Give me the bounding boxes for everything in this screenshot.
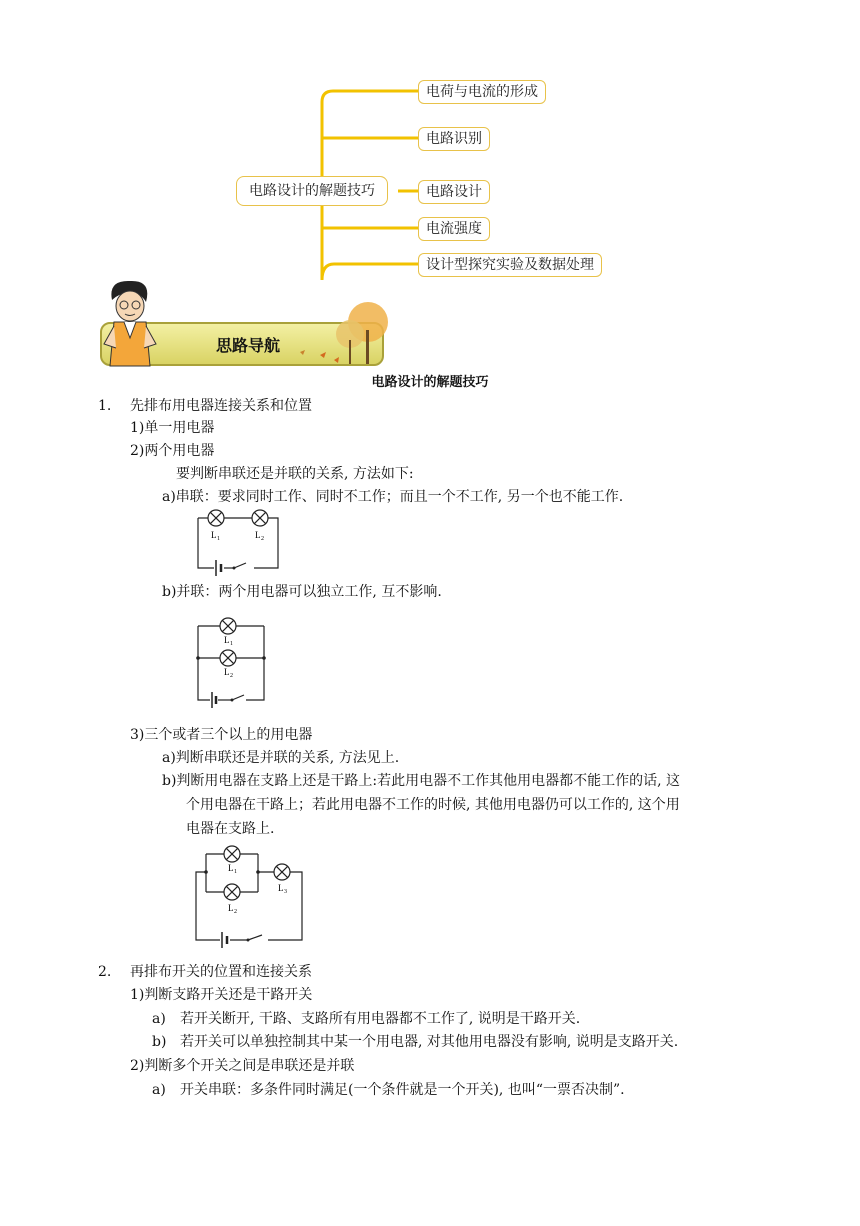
item-1-number: 1.	[98, 398, 112, 414]
item-1-3-a: a)判断串联还是并联的关系, 方法见上.	[162, 750, 400, 766]
item-2-1-b-text: 若开关可以单独控制其中某一个用电器, 对其他用电器没有影响, 说明是支路开关.	[180, 1034, 679, 1050]
mindmap-branch: 电荷与电流的形成	[418, 80, 546, 104]
item-2-1-a-marker: a)	[152, 1011, 166, 1027]
mixed-circuit-diagram	[190, 838, 320, 948]
parallel-circuit-diagram	[194, 612, 284, 712]
series-circuit-diagram	[194, 508, 314, 578]
lamp-label-L3: L	[278, 883, 284, 893]
section-title: 电路设计的解题技巧	[371, 375, 489, 390]
item-1-text: 先排布用电器连接关系和位置	[130, 398, 312, 414]
item-2-2-a-text: 开关串联：多条件同时满足(一个条件就是一个开关), 也叫“一票否决制”.	[180, 1082, 625, 1098]
item-2-2: 2)判断多个开关之间是串联还是并联	[130, 1058, 355, 1074]
lamp-label-L2: L	[228, 903, 234, 913]
item-2-number: 2.	[98, 964, 112, 980]
lamp-label-L1: L	[211, 530, 217, 540]
lamp-label-L2-sub: 2	[230, 673, 233, 679]
item-1-3: 3)三个或者三个以上的用电器	[130, 727, 313, 743]
cartoon-boy-illustration	[100, 278, 160, 368]
lamp-label-L1-sub: 1	[230, 641, 233, 647]
item-1-3-b-line3: 电器在支路上.	[186, 821, 275, 837]
item-2-1-b-marker: b)	[152, 1034, 167, 1050]
lamp-label-L2: L	[255, 530, 261, 540]
item-1-2-b: b)并联：两个用电器可以独立工作, 互不影响.	[162, 584, 442, 600]
lamp-label-L2-sub: 2	[234, 909, 237, 915]
item-2-1: 1)判断支路开关还是干路开关	[130, 987, 313, 1003]
lamp-label-L1: L	[228, 863, 234, 873]
item-2-1-a-text: 若开关断开, 干路、支路所有用电器都不工作了, 说明是干路开关.	[180, 1011, 581, 1027]
item-2-2-a-marker: a)	[152, 1082, 166, 1098]
mindmap-branch: 电流强度	[418, 217, 490, 241]
mindmap-branch: 设计型探究实验及数据处理	[418, 253, 602, 277]
lamp-label-L3-sub: 3	[284, 889, 287, 895]
mindmap-branch: 电路识别	[418, 127, 490, 151]
banner-title: 思路导航	[216, 336, 281, 355]
item-1-2-intro: 要判断串联还是并联的关系, 方法如下:	[176, 466, 414, 482]
lamp-label-L1-sub: 1	[217, 536, 220, 542]
mindmap-branch: 电路设计	[418, 180, 490, 204]
item-1-2: 2)两个用电器	[130, 443, 215, 459]
item-1-3-b-line1: b)判断用电器在支路上还是干路上:若此用电器不工作其他用电器都不能工作的话, 这	[162, 773, 681, 789]
item-1-3-b-line2: 个用电器在干路上；若此用电器不工作的时候, 其他用电器仍可以工作的, 这个用	[186, 797, 680, 813]
lamp-label-L2-sub: 2	[261, 536, 264, 542]
item-1-1: 1)单一用电器	[130, 420, 215, 436]
autumn-tree-decoration	[320, 300, 400, 370]
lamp-label-L2: L	[224, 667, 230, 677]
mindmap-root: 电路设计的解题技巧	[236, 176, 388, 206]
item-1-2-a: a)串联：要求同时工作、同时不工作；而且一个不工作, 另一个也不能工作.	[162, 489, 624, 505]
item-2-text: 再排布开关的位置和连接关系	[130, 964, 312, 980]
lamp-label-L1: L	[224, 635, 230, 645]
lamp-label-L1-sub: 1	[234, 869, 237, 875]
